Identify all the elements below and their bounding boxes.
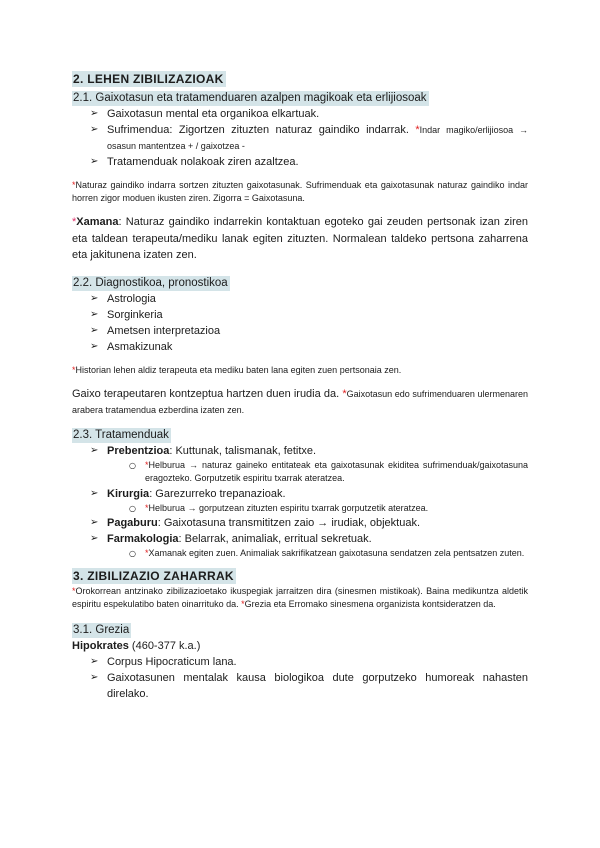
term: Farmakologia bbox=[107, 533, 179, 545]
note-paragraph bbox=[72, 364, 528, 377]
note-text: Historian lehen aldiz terapeuta eta mediku baten lana egiten zuen pertsonaia zen. bbox=[75, 364, 402, 375]
list-2-1 bbox=[72, 106, 528, 170]
subsection-3-1-title: 3.1. Grezia bbox=[73, 623, 130, 636]
list-item-text: Gaixotasun mental eta organikoa elkartuak. bbox=[107, 108, 320, 120]
term: Xamana bbox=[76, 216, 119, 228]
note-paragraph bbox=[72, 585, 528, 611]
list-item bbox=[90, 291, 528, 307]
sublist-item bbox=[129, 459, 528, 486]
sublist bbox=[107, 547, 528, 561]
person-years: (460-377 k.a.) bbox=[128, 639, 201, 652]
subsection-2-1-title: 2.1. Gaixotasun eta tratamenduaren azalpen magikoak eta erlijiosoak bbox=[73, 92, 427, 104]
sublist bbox=[107, 459, 528, 486]
list-item-text: Sorginkeria bbox=[107, 308, 163, 321]
list-item-text: Ametsen interpretazioa bbox=[107, 324, 221, 337]
list-item bbox=[90, 515, 528, 531]
list-3-1 bbox=[72, 654, 528, 702]
note-paragraph bbox=[72, 179, 528, 205]
sublist-item bbox=[129, 547, 528, 561]
sublist bbox=[107, 502, 528, 516]
list-item bbox=[90, 670, 528, 702]
list-item bbox=[90, 531, 528, 561]
term: Kirurgia bbox=[107, 487, 150, 500]
subsection-2-2-title: 2.2. Diagnostikoa, pronostikoa bbox=[73, 276, 228, 289]
list-item bbox=[90, 654, 528, 670]
list-item-text: : Belarrak, animaliak, erritual sekretuak. bbox=[178, 533, 372, 545]
gaixo-paragraph bbox=[72, 386, 528, 419]
asterisk-mark: * bbox=[72, 364, 76, 375]
xamana-paragraph bbox=[72, 214, 528, 264]
section-3-heading bbox=[72, 567, 528, 585]
list-item bbox=[90, 339, 528, 355]
list-item bbox=[90, 106, 528, 122]
asterisk-mark: * bbox=[145, 548, 149, 558]
list-item-text: : Gaixotasuna transmititzen zaio → irudiak, objektuak. bbox=[157, 517, 421, 529]
note-text: Orokorrean antzinako zibilizazioetako ikuspegiak jarraitzen dira (sinesmen mistikoak). Baina medikuntza aldetik espiritu espekulatibo baten oinarrituko da. bbox=[72, 585, 528, 609]
asterisk-mark: * bbox=[241, 598, 245, 609]
list-item bbox=[90, 154, 528, 170]
person-heading bbox=[72, 638, 528, 654]
note-text: Gaixotasun edo sufrimenduaren ulermenaren arabera tratamendua ezberdina izaten zen. bbox=[72, 388, 528, 415]
subsection-2-3-title: 2.3. Tratamenduak bbox=[73, 428, 169, 441]
list-item-text: Corpus Hipocraticum lana. bbox=[107, 655, 237, 668]
subsection-3-1-heading bbox=[72, 620, 528, 638]
asterisk-mark: * bbox=[145, 459, 149, 470]
list-item-note: Indar magiko/erlijiosoa → osasun mantentzea + / gaixotzea - bbox=[107, 125, 528, 151]
paragraph-text: : Naturaz gaindiko indarrekin kontaktuan egoteko gai zeuden pertsonak izan ziren eta taldean terapeuta/mediku lanak egiten zituzten. Normalean taldeko pertsona zaharrena eta jakitunena izaten zen. bbox=[72, 216, 528, 261]
list-item-text: Tratamenduak nolakoak ziren azaltzea. bbox=[107, 156, 299, 168]
subsection-2-3-heading bbox=[72, 425, 528, 443]
subsection-2-1-heading bbox=[72, 88, 528, 106]
term: Pagaburu bbox=[107, 517, 158, 529]
list-item bbox=[90, 323, 528, 339]
list-item-text: Gaixotasunen mentalak kausa biologikoa dute gorputzeko humoreak nahasten direlako. bbox=[107, 671, 528, 700]
asterisk-mark: * bbox=[342, 387, 347, 400]
note-text: Grezia eta Erromako sinesmena organizista kontsideratzen da. bbox=[244, 598, 496, 609]
term: Prebentzioa bbox=[107, 444, 170, 457]
sublist-item-text: Helburua → naturaz gaineko entitateak eta gaixotasunak ekiditea sufrimenduak/gaixotasuna eragozteko. Gorputzetik espiritu txarrak ateratzea. bbox=[145, 459, 528, 483]
person-name: Hipokrates bbox=[72, 639, 129, 652]
section-2-heading bbox=[72, 70, 528, 88]
list-item bbox=[90, 122, 528, 154]
asterisk-mark: * bbox=[145, 502, 149, 513]
subsection-2-2-heading bbox=[72, 273, 528, 291]
section-2-title: 2. LEHEN ZIBILIZAZIOAK bbox=[73, 72, 224, 86]
list-item-text: Astrologia bbox=[107, 292, 156, 305]
list-item bbox=[90, 486, 528, 516]
sublist-item bbox=[129, 502, 528, 516]
paragraph-text: Gaixo terapeutaren kontzeptua hartzen duen irudia da. bbox=[72, 387, 343, 400]
list-2-2 bbox=[72, 291, 528, 355]
note-text: Naturaz gaindiko indarra sortzen zituzten gaixotasunak. Sufrimenduak eta gaixotasunak naturaz gaindiko indar horren zigor moduen ikusten ziren. Zigorra = Gaixotasuna. bbox=[72, 180, 528, 203]
list-item-text: Asmakizunak bbox=[107, 340, 173, 353]
list-item-text: : Garezurreko trepanazioak. bbox=[149, 487, 286, 500]
section-3-title: 3. ZIBILIZAZIO ZAHARRAK bbox=[73, 568, 234, 583]
sublist-item-text: Helburua → gorputzean zituzten espiritu txarrak gorputzetik ateratzea. bbox=[148, 502, 429, 513]
asterisk-mark: * bbox=[72, 585, 76, 596]
asterisk-mark: * bbox=[72, 216, 77, 228]
list-2-3 bbox=[72, 443, 528, 561]
list-item-text: : Kuttunak, talismanak, fetitxe. bbox=[169, 444, 317, 457]
sublist-item-text: Xamanak egiten zuen. Animaliak sakrifikatzean gaixotasuna sendatzen zela pentsatzen zuten. bbox=[148, 548, 525, 558]
list-item-text: Sufrimendua: Zigortzen zituzten naturaz gaindiko indarrak. bbox=[107, 124, 416, 136]
list-item bbox=[90, 443, 528, 486]
asterisk-mark: * bbox=[72, 180, 76, 190]
asterisk-mark: * bbox=[415, 124, 420, 136]
list-item bbox=[90, 307, 528, 323]
document-page bbox=[72, 70, 528, 702]
